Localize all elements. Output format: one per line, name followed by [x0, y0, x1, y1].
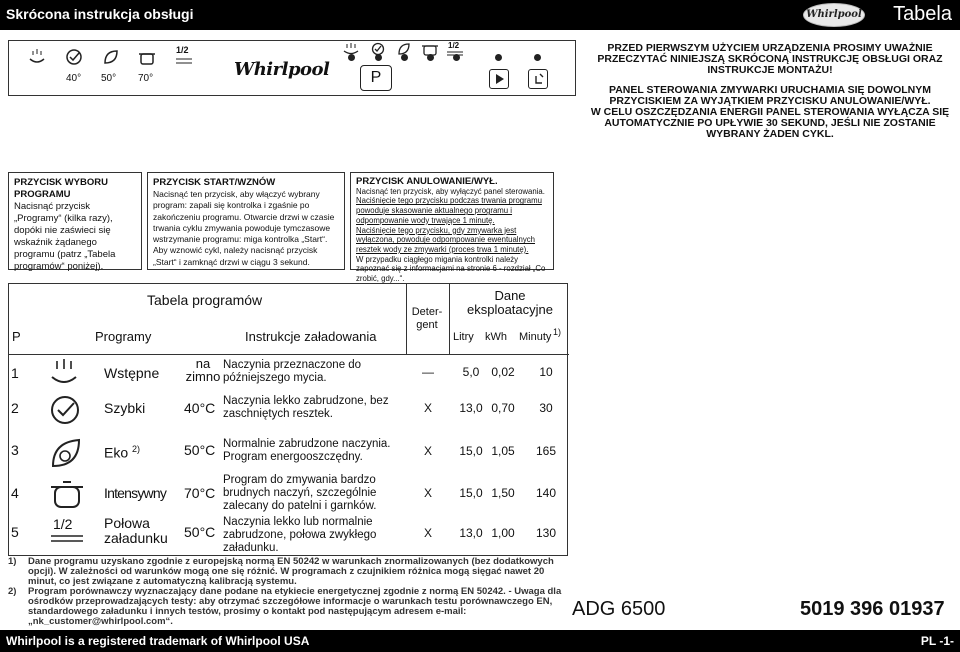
cancel-button[interactable]	[528, 69, 548, 89]
footnote-2-num: 2)	[8, 586, 17, 597]
start-box-title: PRZYCISK START/WZNÓW	[153, 177, 276, 188]
row-min: 130	[535, 526, 557, 540]
footnote-1-num: 1)	[8, 556, 17, 567]
half-load-icon	[174, 55, 194, 67]
cancel-box-text-3: Naciśnięcie tego przycisku, gdy zmywarka jest wyłączona, powoduje odpompowanie ewentualnych resztek wody ze zmywarki (proces trwa 1 minutę).	[356, 225, 536, 254]
footer-bar	[0, 630, 960, 652]
warning-line-3: W CELU OSZCZĘDZANIA ENERGII PANEL STEROWANIA WYŁĄCZA SIĘ AUTOMATYCZNIE PO UPŁYWIE 30 SEKUND, JEŚLI NIE ZOSTANIE WYBRANY ŻADEN CYKL.	[590, 106, 950, 140]
footnotes	[8, 557, 568, 627]
led-cancel	[534, 54, 541, 61]
row-name: Szybki	[104, 400, 146, 416]
eco-icon	[101, 47, 121, 67]
row-liters: 13,0	[459, 401, 483, 415]
half-load-label-2: 1/2	[448, 41, 460, 50]
intensive-icon	[137, 47, 157, 67]
row-num: 5	[11, 524, 19, 540]
row-kwh: 1,05	[491, 444, 515, 458]
start-button-box	[147, 172, 345, 270]
temp-70: 70°	[138, 73, 154, 84]
model-number: ADG 6500	[572, 598, 666, 620]
intensive-icon	[49, 476, 85, 510]
col-minutes-note: 1)	[553, 327, 562, 337]
section-title: Tabela	[893, 3, 952, 25]
trademark-text: Whirlpool is a registered trademark of Whirlpool USA	[6, 634, 310, 648]
footnote-2	[8, 587, 568, 627]
row-num: 2	[11, 400, 19, 416]
row-kwh: 0,70	[491, 401, 515, 415]
table-title: Tabela programów	[147, 292, 263, 308]
led-start	[495, 54, 502, 61]
page-title: Skrócona instrukcja obsługi	[6, 6, 194, 22]
row-det: X	[423, 486, 432, 500]
row-desc: Program do zmywania bardzo brudnych naczyń, szczególnie zalecany do patelni i garnków.	[223, 474, 377, 512]
row-liters: 13,0	[459, 526, 483, 540]
header-bar	[0, 0, 960, 30]
col-detergent: Deter-gent	[411, 306, 443, 331]
table-row	[9, 516, 569, 556]
table-row	[9, 436, 569, 474]
prewash-icon	[49, 357, 79, 389]
row-min: 30	[539, 401, 553, 415]
row-name: Wstępne	[104, 365, 160, 381]
row-kwh: 0,02	[491, 365, 515, 379]
half-load-label: 1/2	[176, 45, 189, 55]
row-temp: 40°C	[184, 400, 216, 416]
row-num: 1	[11, 365, 19, 381]
row-desc: Naczynia lekko lub normalnie zabrudzone, połowa zwykłego załadunku.	[223, 516, 377, 554]
row-temp: 50°C	[184, 524, 216, 540]
col-kwh: kWh	[485, 331, 507, 343]
header-divider	[9, 354, 569, 355]
divider-2	[449, 284, 450, 354]
temp-50: 50°	[101, 73, 117, 84]
row-min: 10	[539, 365, 553, 379]
row-name-note: 2)	[132, 444, 141, 454]
footnote-2-text: Program porównawczy wyznaczający dane podane na etykiecie energetycznej zgodnie z normą EN 50242. - Uwaga dla ośrodków przeprowadzających testy: aby otrzymać szczegółowe informacje o warunkach testu porównawczego EN, standardowego załadunku i innych testów, prosimy o kontakt pod następującym adresem e-mail: „nk_customer@whirlpool.com“.	[28, 586, 562, 627]
row-det: —	[422, 365, 434, 379]
row-name-text: Eko	[104, 444, 129, 461]
table-row	[9, 394, 569, 436]
col-minutes: Minuty	[519, 331, 552, 343]
power-icon	[532, 73, 544, 85]
prewash-icon	[27, 47, 47, 67]
row-name	[104, 444, 140, 461]
warning-line-1: PRZED PIERWSZYM UŻYCIEM URZĄDZENIA PROSIMY UWAŻNIE PRZECZYTAĆ NINIEJSZĄ SKRÓCONĄ INSTRUKCJĘ OBSŁUGI ORAZ INSTRUKCJE MONTAŻU!	[597, 42, 943, 76]
row-liters: 5,0	[462, 365, 480, 379]
row-kwh: 1,50	[491, 486, 515, 500]
row-temp: 70°C	[184, 485, 216, 501]
cancel-button-box	[350, 172, 554, 284]
col-load: Instrukcje załadowania	[245, 329, 377, 344]
cancel-box-text-4: W przypadku ciągłego migania kontrolki należy zapoznać się z informacjami na stronie 6 - rozdział „Co zrobić, gdy...“.	[356, 254, 546, 284]
col-p: P	[12, 329, 21, 344]
half-load-icon	[49, 534, 85, 544]
footnote-1-text: Dane programu uzyskano zgodnie z europejską normą EN 50242 w warunkach znormalizowanych (bez dodatkowych opcji). W zależności od warunków mogą one się różnić. W programach z czujnikiem różnica mogą sięgać nawet 20 minut, co jest związane z automatyczną kalibracją systemu.	[28, 556, 554, 587]
led-1	[348, 54, 355, 61]
footnote-1	[8, 557, 568, 587]
led-2	[375, 54, 382, 61]
start-button[interactable]	[489, 69, 509, 89]
row-det: X	[423, 444, 432, 458]
whirlpool-logo: Whirlpool	[803, 3, 865, 27]
col-programs: Programy	[95, 329, 152, 344]
start-box-text: Nacisnąć ten przycisk, aby włączyć wybrany program: zapali się kontrolka i zgaśnie po zakończeniu programu. Otwarcie drzwi w czasie trwania cyklu zmywania powoduje tymczasowe wstrzymanie programu: miga kontrolka „Start“. Aby wznowić cykl, należy nacisnąć przycisk „Start“ i zamknąć drzwi w ciągu 3 sekund.	[153, 189, 335, 267]
divider-1	[406, 284, 407, 354]
program-button-box	[8, 172, 142, 270]
row-name: Intensywny	[104, 485, 167, 501]
led-4	[427, 54, 434, 61]
play-icon	[493, 73, 505, 85]
warning-block	[586, 43, 954, 140]
control-panel	[8, 40, 576, 96]
cancel-box-text-2: Naciśnięcie tego przycisku podczas trwania programu powoduje skasowanie aktualnego programu i odpompowanie wody trwające 1 minutę.	[356, 196, 542, 225]
row-desc: Naczynia przeznaczone do późniejszego mycia.	[223, 359, 362, 384]
eco-icon	[49, 436, 83, 470]
quick-wash-icon	[64, 47, 84, 67]
warning-line-2: PANEL STEROWANIA ZMYWARKI URUCHAMIA SIĘ DOWOLNYM PRZYCISKIEM ZA WYJĄTKIEM PRZYCISKU ANULOWANIE/WYŁ.	[609, 84, 931, 107]
quick-wash-icon	[49, 394, 81, 426]
row-temp: na zimno	[185, 356, 221, 384]
row-num: 4	[11, 485, 19, 501]
program-box-title: PRZYCISK WYBORU PROGRAMU	[14, 177, 108, 200]
cancel-box-title: PRZYCISK ANULOWANIE/WYŁ.	[356, 176, 498, 187]
led-3	[401, 54, 408, 61]
row-liters: 15,0	[459, 444, 483, 458]
col-consumption: Dane eksploatacyjne	[467, 288, 553, 317]
row-det: X	[423, 401, 432, 415]
product-code: 5019 396 01937	[800, 598, 945, 620]
row-kwh: 1,00	[491, 526, 515, 540]
program-button[interactable]: P	[360, 65, 392, 91]
panel-whirlpool-logo: Whirlpool	[234, 59, 330, 80]
col-liters: Litry	[453, 331, 474, 343]
row-det: X	[423, 526, 432, 540]
table-row	[9, 357, 569, 397]
cancel-box-text-1: Nacisnąć ten przycisk, aby wyłączyć panel sterowania.	[356, 186, 545, 196]
row-num: 3	[11, 442, 19, 458]
temp-40: 40°	[66, 73, 82, 84]
row-min: 140	[535, 486, 557, 500]
program-box-text: Nacisnąć przycisk „Programy“ (kilka razy), dopóki nie zaświeci się wskaźnik żądanego programu (patrz „Tabela programów“ poniżej).	[14, 201, 116, 272]
led-5	[453, 54, 460, 61]
table-row	[9, 474, 569, 516]
row-min: 165	[535, 444, 557, 458]
row-desc: Normalnie zabrudzone naczynia. Program energooszczędny.	[223, 438, 391, 463]
row-liters: 15,0	[459, 486, 483, 500]
half-load-text: 1/2	[53, 516, 73, 532]
row-desc: Naczynia lekko zabrudzone, bez zaschniętych resztek.	[223, 395, 389, 420]
page-number: PL -1-	[920, 634, 954, 648]
row-name: Połowa załadunku	[104, 515, 168, 546]
row-temp: 50°C	[184, 442, 216, 458]
program-table	[8, 283, 568, 556]
